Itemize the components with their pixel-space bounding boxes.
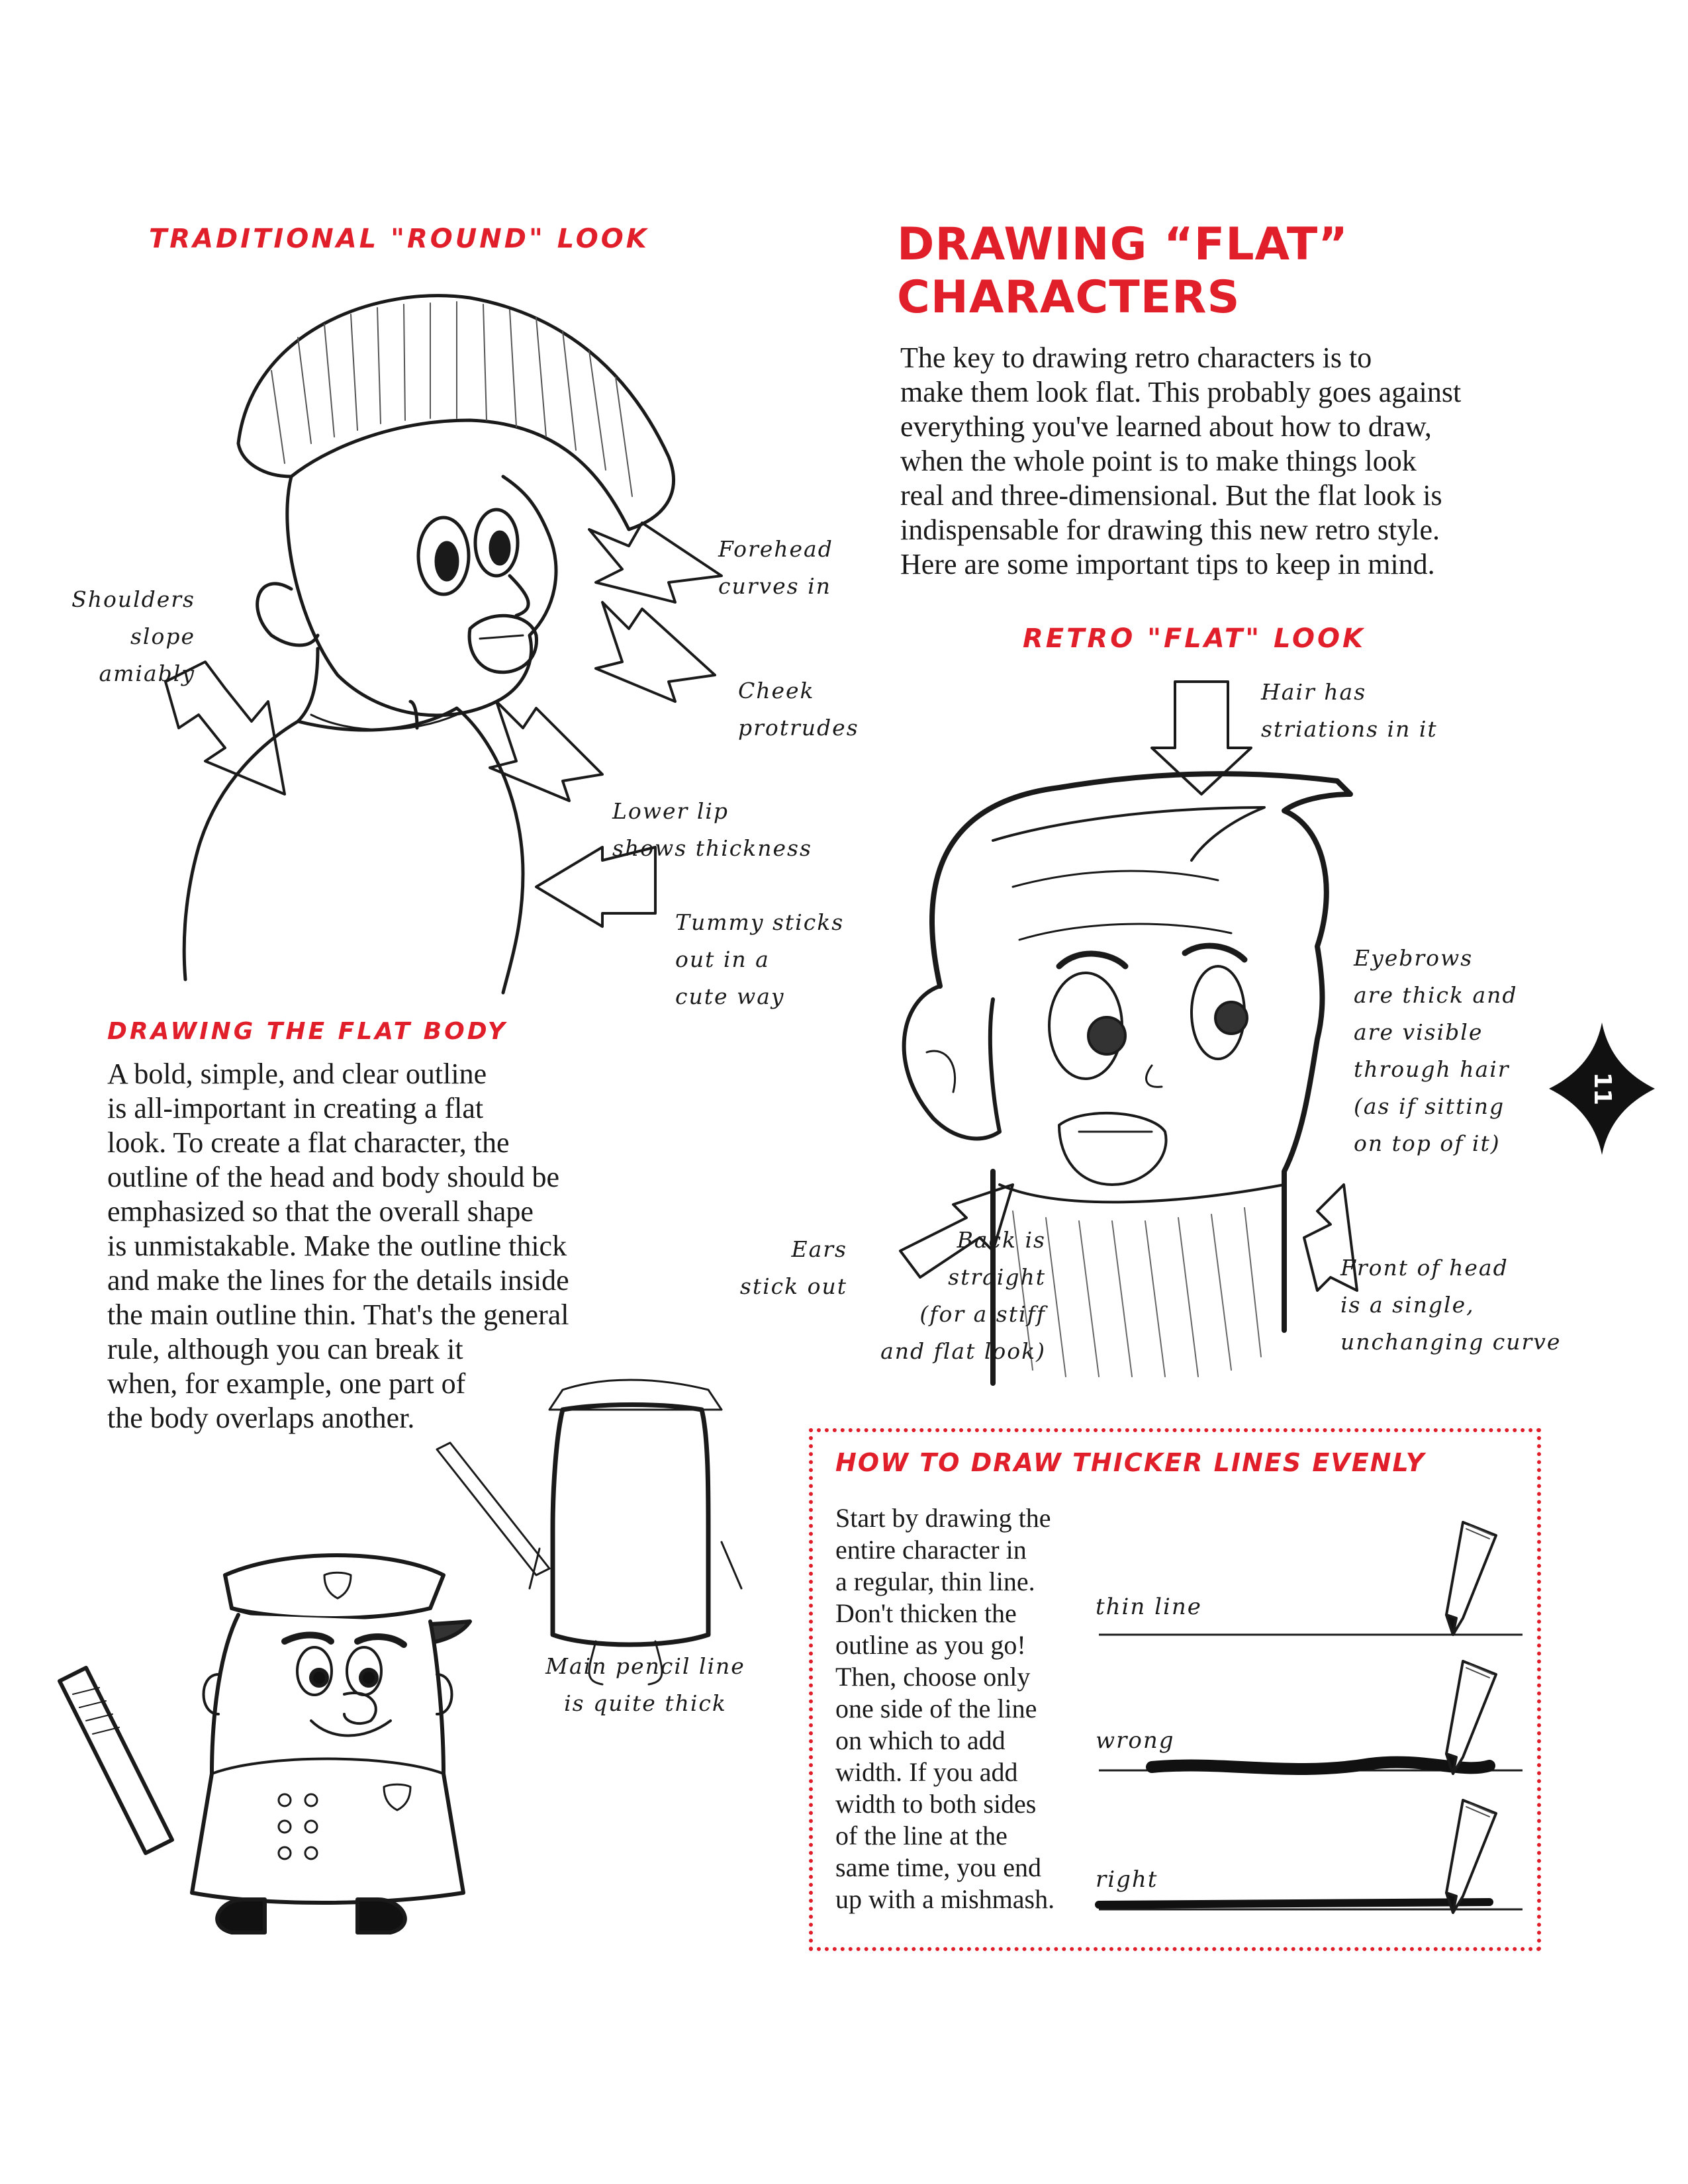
- wrong-line-sample: [1152, 1762, 1489, 1769]
- round-look-boy-illustration: [99, 278, 861, 1006]
- round-look-heading: TRADITIONAL "ROUND" LOOK: [149, 224, 649, 254]
- intro-paragraph: The key to drawing retro characters is to make them look flat. This probably goes against everything you've learned about how to draw, when the whole point is to make things look real and three-dimensional. But the flat look is indispensable for drawing this new retro style. Here are some important tips to keep in mind.: [900, 341, 1462, 580]
- label-wrong: wrong: [1096, 1727, 1175, 1754]
- page-title-line-2: CHARACTERS: [897, 271, 1241, 324]
- label-thin-line: thin line: [1096, 1594, 1202, 1620]
- note-front-of-head: Front of head is a single, unchanging curve: [1340, 1255, 1562, 1355]
- page-number: 11: [1589, 1071, 1616, 1106]
- flat-look-heading: RETRO "FLAT" LOOK: [1023, 623, 1366, 654]
- page-title-line-1: DRAWING “FLAT”: [897, 218, 1348, 271]
- page-title: [897, 218, 1348, 324]
- note-forehead: Forehead curves in: [718, 536, 833, 599]
- pencil-icon: [1446, 1522, 1496, 1635]
- line-demo-illustration: [1092, 1502, 1536, 1946]
- tip-box-heading: HOW TO DRAW THICKER LINES EVENLY: [835, 1448, 1426, 1477]
- note-back: Back is straight (for a stiff and flat look): [880, 1227, 1046, 1364]
- right-line-sample: [1099, 1902, 1489, 1905]
- pencil-icon: [1446, 1661, 1496, 1774]
- pencil-icon: [1446, 1800, 1496, 1913]
- note-tummy: Tummy sticks out in a cute way: [675, 909, 845, 1009]
- note-ears: Ears stick out: [739, 1236, 847, 1299]
- note-main-pencil-line: Main pencil line is quite thick: [545, 1653, 745, 1716]
- flat-body-paragraph: A bold, simple, and clear outline is all-important in creating a flat look. To create a flat character, the outline of the head and body should be emphasized so that the overall shape is unmistakable. Make the outline thick and make the lines for the details inside the main outline thin. That's the general rule, although you can break it when, for example, one part of the body overlaps another.: [107, 1058, 569, 1434]
- note-eyebrows: Eyebrows are thick and are visible through hair (as if sitting on top of it): [1354, 945, 1518, 1156]
- label-right: right: [1096, 1866, 1158, 1893]
- note-cheek: Cheek protrudes: [738, 678, 859, 741]
- flat-body-heading: DRAWING THE FLAT BODY: [107, 1018, 508, 1045]
- note-lower-lip: Lower lip shows thickness: [612, 798, 812, 861]
- tip-box-paragraph: Start by drawing the entire character in a regular, thin line. Don't thicken the outline as you go! Then, choose only one side of the line on which to add width. If you add width to both sides of the line at the same time, you end up with a mishmash.: [835, 1503, 1055, 1914]
- note-shoulders: Shoulders slope amiably: [71, 586, 195, 686]
- policeman-illustration: [46, 1522, 549, 1966]
- note-hair: Hair has striations in it: [1261, 679, 1438, 742]
